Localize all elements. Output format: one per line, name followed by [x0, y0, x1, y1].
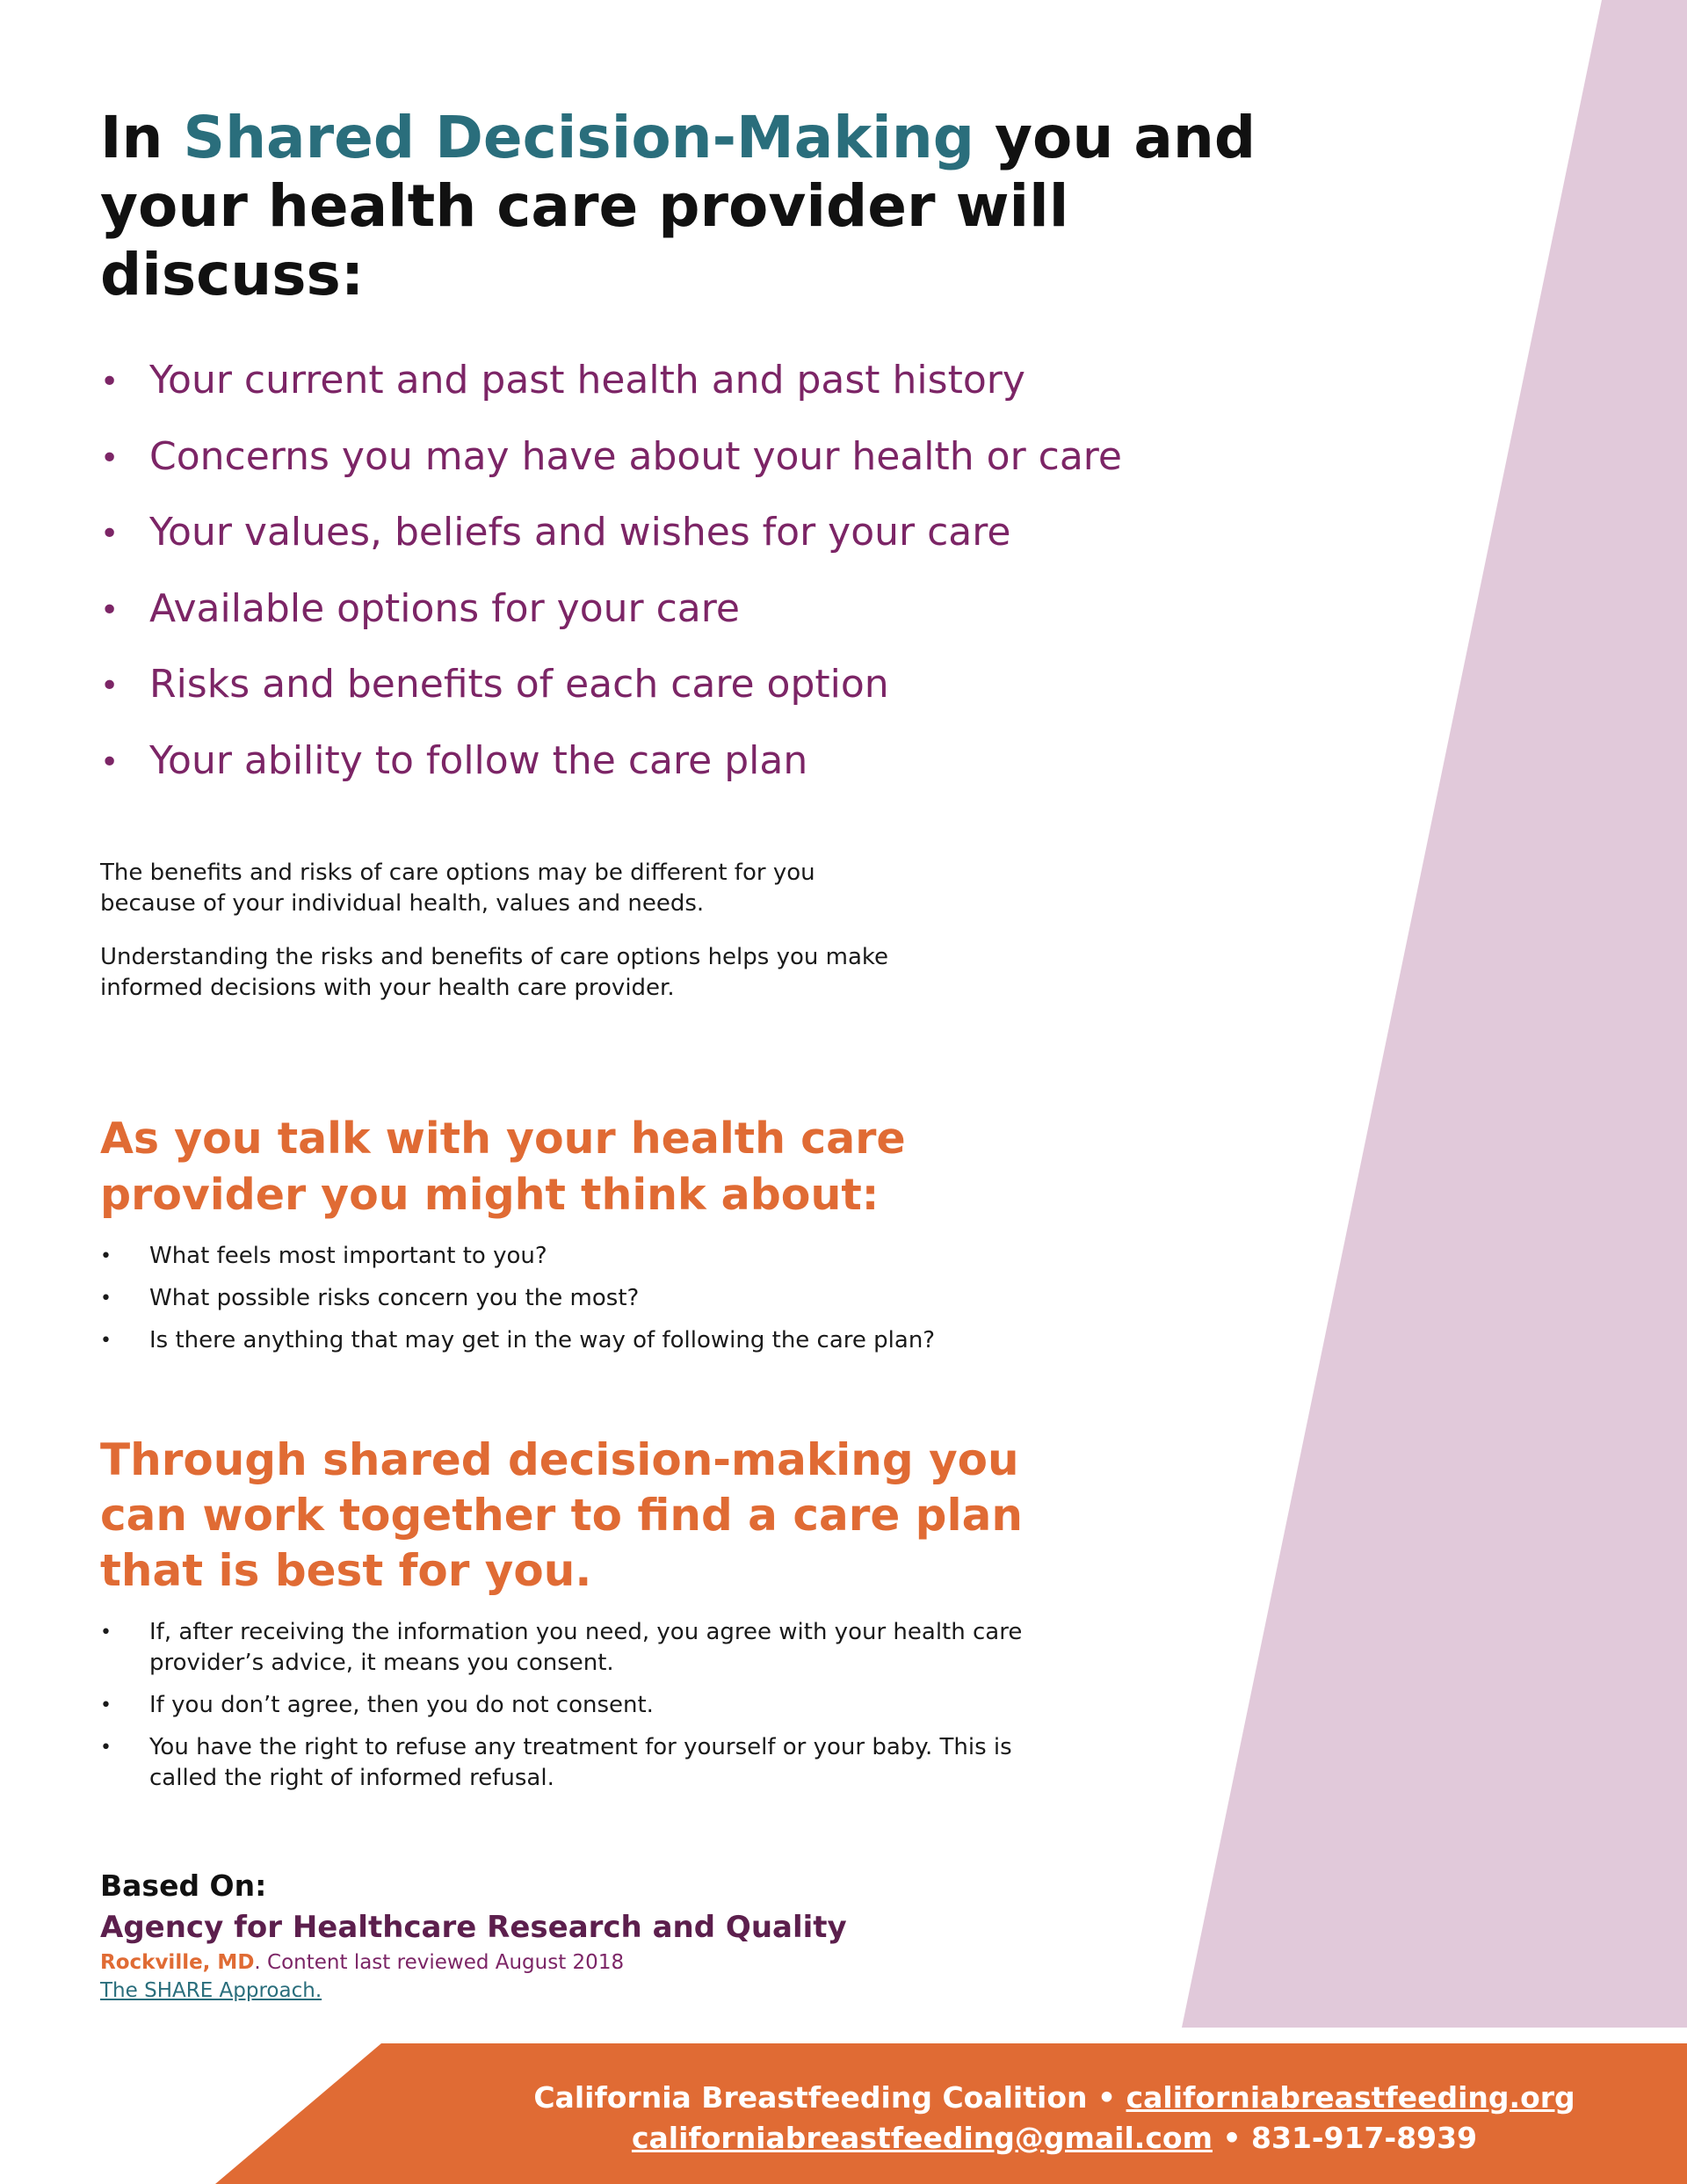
title-prefix: In — [100, 104, 184, 171]
think-heading: As you talk with your health care provider you might think about: — [100, 1114, 906, 1220]
footer-email-link[interactable]: californiabreastfeeding@gmail.com — [631, 2121, 1213, 2155]
title-suffix: you and your health care provider will discuss: — [100, 104, 1256, 308]
list-item: • Available options for your care — [100, 578, 1122, 655]
list-item: • Your current and past health and past history — [100, 350, 1122, 426]
discussion-list — [100, 350, 1122, 806]
list-item: • You have the right to refuse any treatment for yourself or your baby. This is called the right of informed refusal. — [100, 1732, 1067, 1794]
title-accent: Shared Decision-Making — [183, 104, 975, 171]
based-on-label: Based On: — [100, 1868, 267, 1903]
footer-separator: • — [1212, 2121, 1252, 2155]
shared-heading: Through shared decision-making you can work together to find a care plan that is best for you. — [100, 1434, 1023, 1596]
list-item: • What possible risks concern you the most? — [100, 1283, 1067, 1314]
footer-line-1 — [527, 2078, 1582, 2117]
agency-name: Agency for Healthcare Research and Quality — [100, 1910, 847, 1945]
list-item: • If, after receiving the information you need, you agree with your health care provider’s advice, it means you consent. — [100, 1617, 1067, 1679]
review-line — [100, 1949, 624, 1976]
list-item: • Your values, beliefs and wishes for your care — [100, 502, 1122, 578]
footer-org-name: California Breastfeeding Coalition — [533, 2080, 1088, 2115]
list-item: • Is there anything that may get in the way of following the care plan? — [100, 1325, 1067, 1356]
share-approach-link[interactable]: The SHARE Approach. — [100, 1979, 322, 2002]
list-item: • Concerns you may have about your health or care — [100, 426, 1122, 503]
page-title — [100, 104, 1330, 309]
consent-list — [100, 1617, 1067, 1805]
list-item: • Risks and benefits of each care option — [100, 654, 1122, 730]
review-date-text: . Content last reviewed August 2018 — [254, 1951, 625, 1974]
think-list — [100, 1241, 1067, 1368]
footer-phone: 831-917-8939 — [1251, 2121, 1478, 2155]
list-item: • Your ability to follow the care plan — [100, 730, 1122, 807]
footer-website-link[interactable]: californiabreastfeeding.org — [1126, 2080, 1575, 2115]
benefits-paragraph: The benefits and risks of care options may be different for you because of your individual health, values and needs. — [100, 860, 815, 917]
list-item: • If you don’t agree, then you do not consent. — [100, 1690, 1067, 1721]
footer-separator: • — [1087, 2080, 1126, 2115]
footer-line-2 — [527, 2118, 1582, 2158]
agency-location: Rockville, MD — [100, 1951, 255, 1974]
understanding-paragraph: Understanding the risks and benefits of care options helps you make informed decisions with your health care provider. — [100, 944, 889, 1001]
list-item: • What feels most important to you? — [100, 1241, 1067, 1272]
